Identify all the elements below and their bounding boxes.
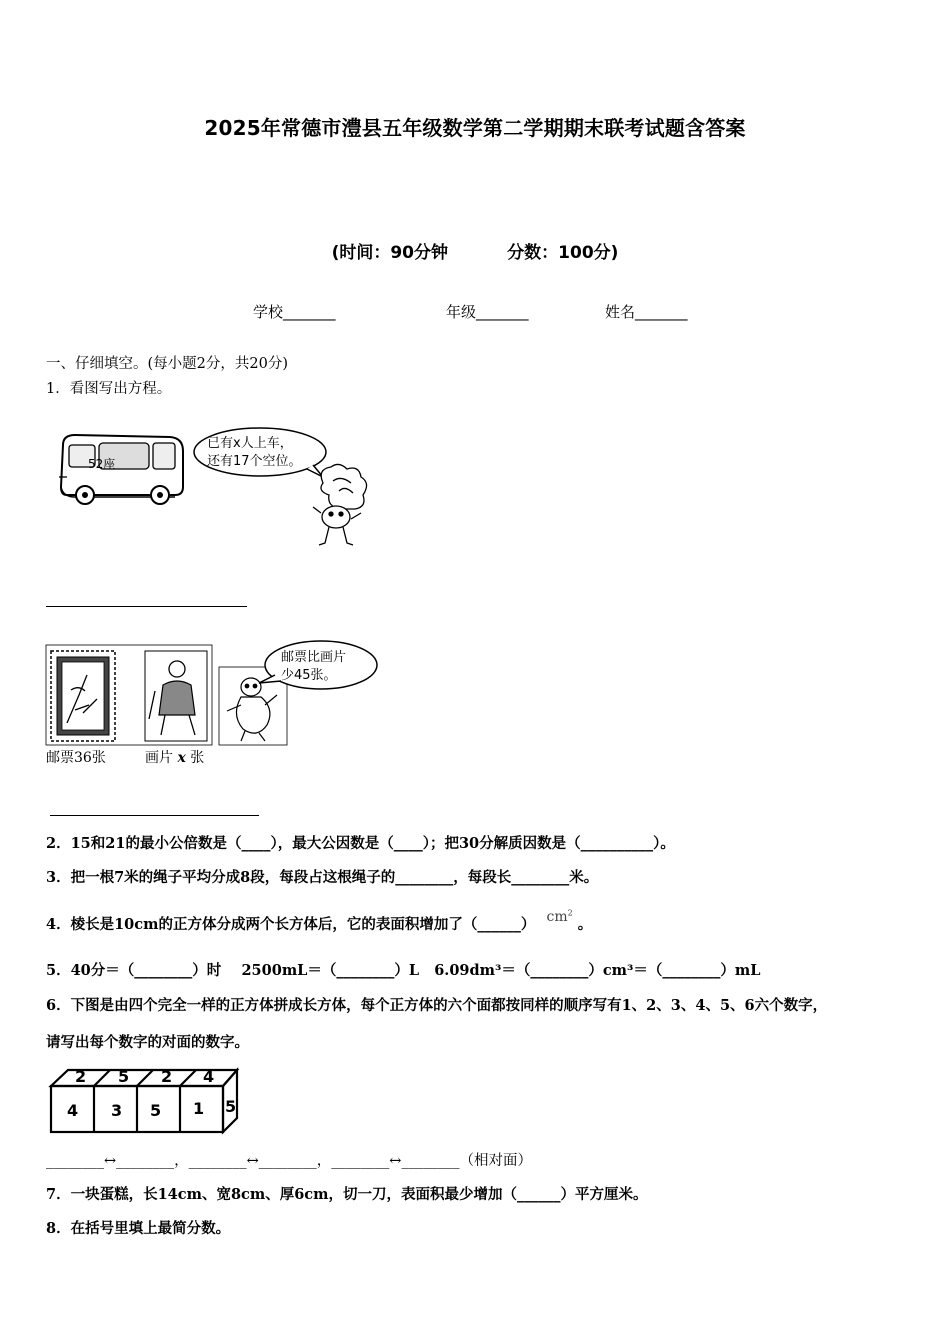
answer-line-1: [46, 606, 247, 607]
question-8: 8．在括号里填上最简分数。: [46, 1220, 231, 1237]
bus-icon: [59, 435, 183, 504]
bubble1-line1: 已有x人上车，: [207, 436, 293, 451]
cube-side: 5: [225, 1097, 237, 1116]
cube-top-3: 2: [161, 1067, 173, 1086]
bus-seat-label: 52座: [88, 457, 116, 471]
question-6-answer: ________↔________，________↔________，________↔________（相对面）: [46, 1153, 532, 1169]
question-5: 5．40分＝（________）时 2500mL＝（________）L 6.09dm³＝（________）cm³＝（________）mL: [46, 962, 761, 979]
cube-top-4: 4: [203, 1067, 215, 1086]
bus-illustration: [55, 425, 385, 555]
cubes-figure: [48, 1066, 243, 1138]
caption-stamps: 邮票36张: [46, 750, 106, 766]
bubble1-line2: 还有17个空位。: [207, 454, 302, 469]
question-1: 1．看图写出方程。: [46, 381, 172, 397]
question-6-line2: 请写出每个数字的对面的数字。: [46, 1034, 249, 1051]
bubble2-line2: 少45张。: [281, 668, 337, 683]
question-2: 2．15和21的最小公倍数是（____），最大公因数是（____）；把30分解质因数是（__________）。: [46, 835, 675, 852]
question-4-unit: $cm^2$: [546, 908, 573, 925]
question-7: 7．一块蛋糕，长14cm、宽8cm、厚6cm，切一刀，表面积最少增加（______）平方厘米。: [46, 1186, 648, 1203]
name-field: 姓名_______: [605, 303, 688, 321]
stamps-illustration: [45, 635, 390, 770]
section-heading: 一、仔细填空。(每小题2分，共20分): [46, 356, 288, 372]
bubble2-line1: 邮票比画片: [281, 650, 347, 665]
svg-text:画片 x 张: [145, 749, 204, 766]
cabbage-character-icon: [313, 464, 367, 545]
school-field: 学校_______: [253, 303, 336, 321]
picture-card-icon: [145, 651, 207, 741]
question-4: [46, 908, 593, 934]
question-3: 3．把一根7米的绳子平均分成8段，每段占这根绳子的________，每段长________米。: [46, 869, 599, 886]
page-title: 2025年常德市澧县五年级数学第二学期期末联考试题含答案: [204, 116, 746, 140]
grade-field: 年级_______: [446, 303, 529, 321]
question-6-line1: 6．下图是由四个完全一样的正方体拼成长方体，每个正方体的六个面都按同样的顺序写有1、2、3、4、5、6六个数字，: [46, 997, 828, 1014]
cube-top-2: 5: [118, 1067, 130, 1086]
cube-front-2: 3: [111, 1101, 123, 1120]
cube-front-1: 4: [67, 1101, 79, 1120]
caption-cards-x: x: [177, 750, 186, 766]
caption-cards-prefix: 画片: [145, 750, 173, 766]
cube-front-3: 5: [150, 1101, 162, 1120]
caption-cards-suffix: 张: [190, 750, 205, 766]
cube-front-4: 1: [193, 1099, 205, 1118]
cube-top-1: 2: [75, 1067, 87, 1086]
question-4-end: 。: [577, 916, 593, 933]
stamp-icon: [51, 651, 115, 741]
question-4-text: 4．棱长是10cm的正方体分成两个长方体后，它的表面积增加了（______）: [46, 916, 536, 933]
answer-line-2: [50, 815, 259, 816]
exam-time-score: (时间：90分钟 分数：100分): [331, 243, 619, 263]
